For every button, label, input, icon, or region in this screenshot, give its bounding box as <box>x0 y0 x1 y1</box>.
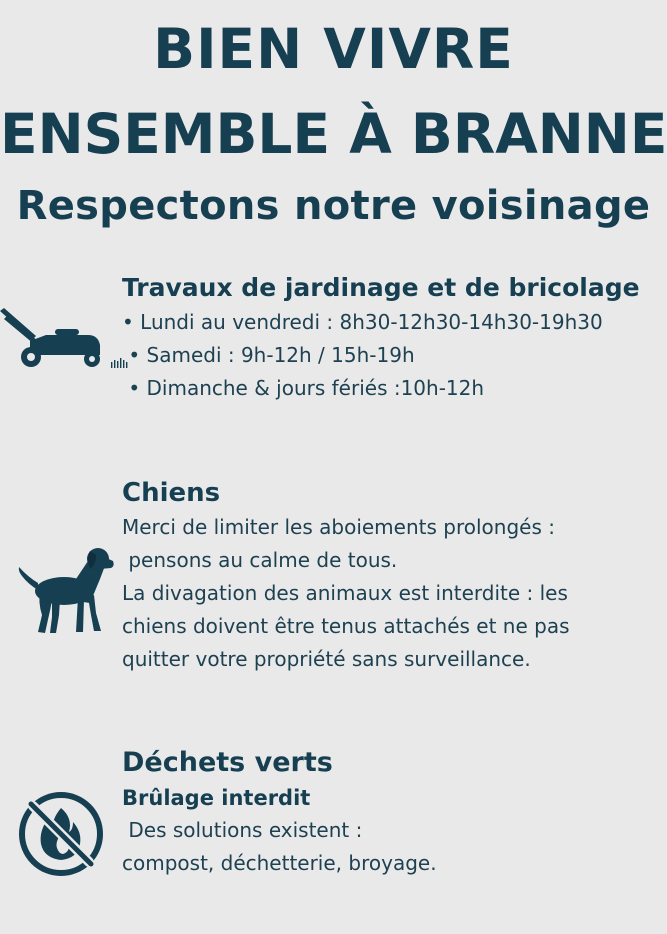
dogs-text-line-3: La divagation des animaux est interdite : les <box>122 581 568 605</box>
dogs-text-line-5: quitter votre propriété sans surveillance. <box>122 647 531 671</box>
schedule-sunday: • Dimanche & jours fériés :10h-12h <box>122 376 485 400</box>
section-dogs <box>122 475 662 676</box>
title-line-2: ENSEMBLE À BRANNE <box>0 102 667 166</box>
section-gardening <box>122 270 662 405</box>
subtitle: Respectons notre voisinage <box>16 183 651 229</box>
dog-icon <box>16 545 116 637</box>
title-line-1: BIEN VIVRE <box>153 17 514 81</box>
no-fire-icon <box>17 790 105 878</box>
lawn-mower-icon <box>0 305 132 370</box>
burning-forbidden: Brûlage interdit <box>122 786 311 810</box>
dogs-text-line-2: pensons au calme de tous. <box>122 548 398 572</box>
schedule-weekdays: • Lundi au vendredi : 8h30-12h30-14h30-19h30 <box>122 310 603 334</box>
section-title-gardening: Travaux de jardinage et de bricolage <box>122 273 640 302</box>
dogs-text-line-1: Merci de limiter les aboiements prolongés : <box>122 515 555 539</box>
section-title-green-waste: Déchets verts <box>122 747 333 778</box>
schedule-saturday: • Samedi : 9h-12h / 15h-19h <box>122 343 415 367</box>
section-green-waste <box>122 744 662 880</box>
waste-text-line-2: compost, déchetterie, broyage. <box>122 851 437 875</box>
dogs-text-line-4: chiens doivent être tenus attachés et ne pas <box>122 614 570 638</box>
section-title-dogs: Chiens <box>122 478 221 508</box>
waste-text-line-1: Des solutions existent : <box>122 818 363 842</box>
